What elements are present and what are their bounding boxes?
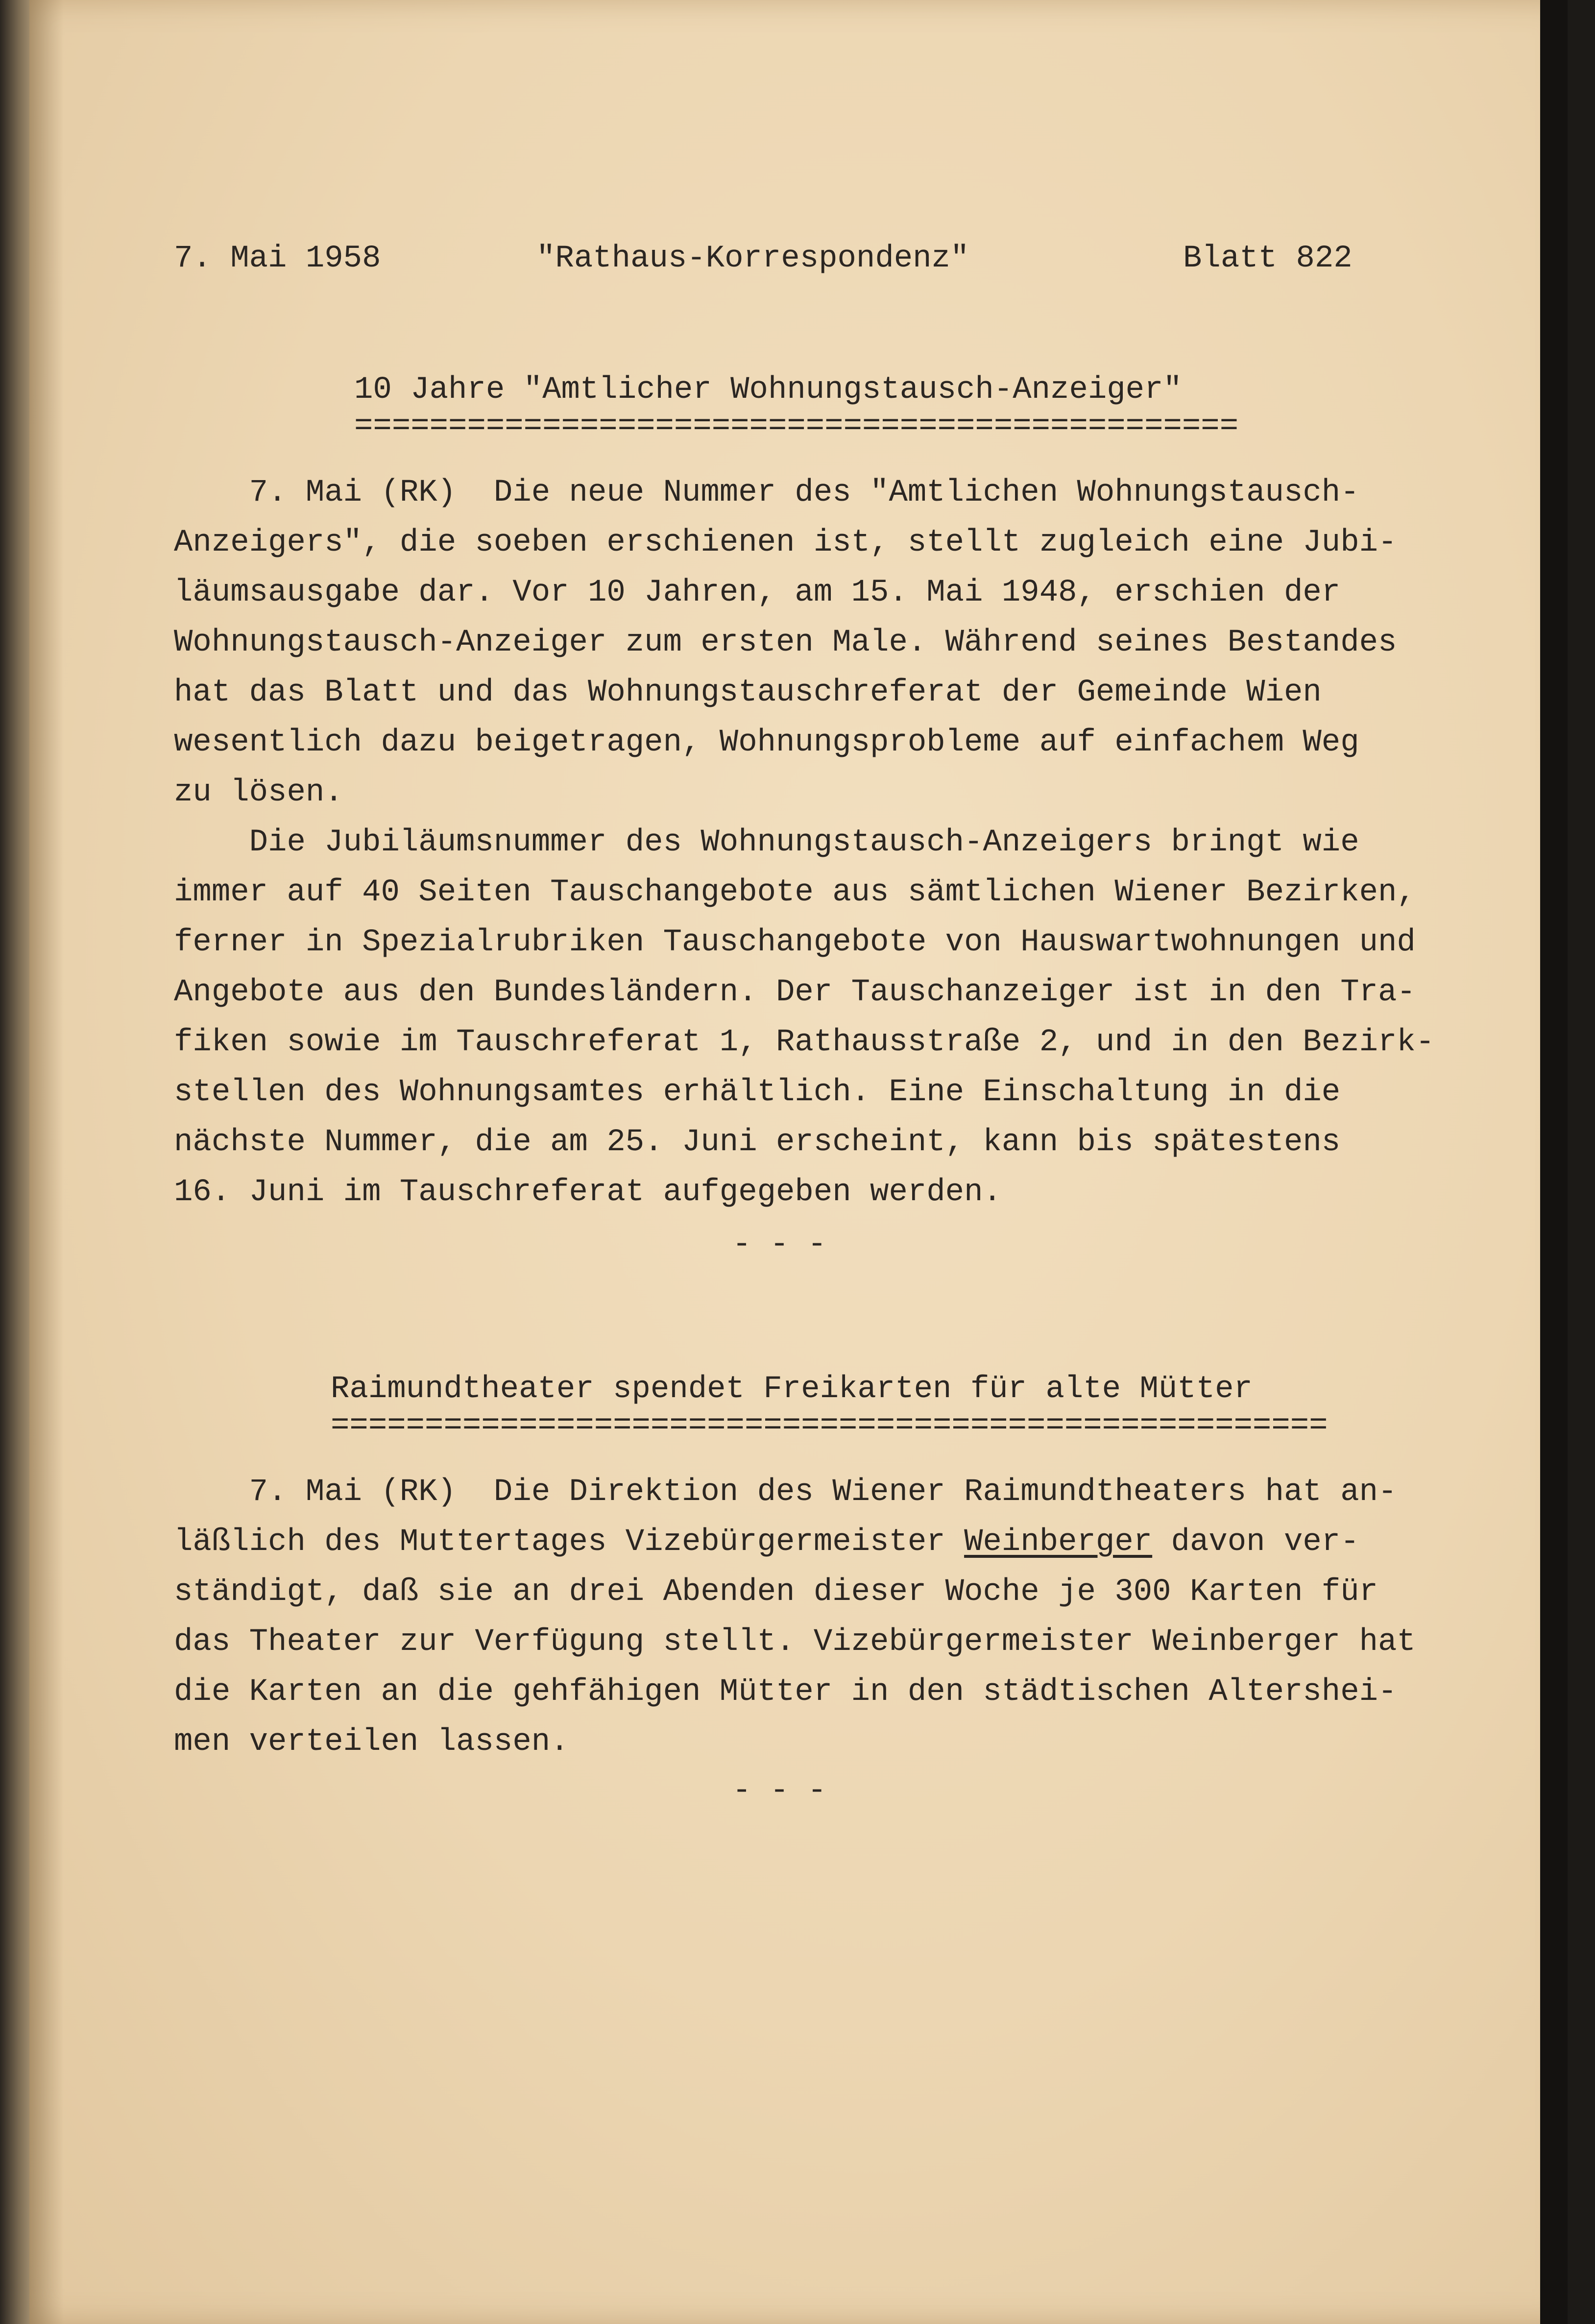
header-date: 7. Mai 1958: [174, 241, 381, 276]
article-1-separator: - - -: [732, 1227, 827, 1262]
article-2-body: [174, 1467, 1521, 1767]
article-1-line: Anzeigers", die soeben erschienen ist, stellt zugleich eine Jubi-: [174, 525, 1397, 560]
underlined-name-weinberger: Weinberger: [964, 1525, 1153, 1560]
article-1-line: Wohnungstausch-Anzeiger zum ersten Male. Während seines Bestandes: [174, 625, 1397, 660]
article-2-separator: - - -: [732, 1773, 827, 1809]
article-1-title-rule: ===============================================: [354, 409, 1239, 444]
article-2-title: Raimundtheater spendet Freikarten für alte Mütter: [331, 1372, 1253, 1407]
article-2-title-rule: =====================================================: [331, 1408, 1328, 1444]
header-publication: "Rathaus-Korrespondenz": [536, 241, 969, 276]
page-header: [140, 234, 1374, 283]
article-2-line: das Theater zur Verfügung stellt. Vizebürgermeister Weinberger hat: [174, 1624, 1416, 1660]
article-1-line: hat das Blatt und das Wohnungstauschreferat der Gemeinde Wien: [174, 675, 1322, 710]
article-1-line: zu lösen.: [174, 775, 343, 810]
article-2-line: 7. Mai (RK) Die Direktion des Wiener Raimundtheaters hat an-: [174, 1475, 1397, 1510]
article-2-line: men verteilen lassen.: [174, 1724, 569, 1760]
article-1-line: stellen des Wohnungsamtes erhältlich. Eine Einschaltung in die: [174, 1075, 1341, 1110]
document-page: [29, 0, 1568, 2324]
article-2-line: die Karten an die gehfähigen Mütter in den städtischen Altershei-: [174, 1674, 1397, 1710]
article-2-line2-start: läßlich des Muttertages Vizebürgermeister: [174, 1525, 965, 1560]
article-1-line: 7. Mai (RK) Die neue Nummer des "Amtlichen Wohnungstausch-: [174, 475, 1359, 510]
article-1-line: immer auf 40 Seiten Tauschangebote aus sämtlichen Wiener Bezirken,: [174, 875, 1416, 910]
article-2-line: ständigt, daß sie an drei Abenden dieser Woche je 300 Karten für: [174, 1574, 1378, 1610]
article-2-line: [174, 1517, 1521, 1567]
article-1-line: Angebote aus den Bundesländern. Der Tauschanzeiger ist in den Tra-: [174, 975, 1416, 1010]
article-2-line2-end: davon ver-: [1152, 1525, 1359, 1560]
article-1-line: 16. Juni im Tauschreferat aufgegeben werden.: [174, 1175, 1002, 1210]
page-fold-shadow: [29, 0, 64, 2324]
article-1-line: nächste Nummer, die am 25. Juni erscheint, kann bis spätestens: [174, 1125, 1341, 1160]
article-1-body: [174, 468, 1521, 1217]
article-1-line: ferner in Spezialrubriken Tauschangebote von Hauswartwohnungen und: [174, 925, 1416, 960]
article-1-title: 10 Jahre "Amtlicher Wohnungstausch-Anzeiger": [354, 372, 1182, 408]
header-sheet-number: Blatt 822: [1183, 241, 1353, 276]
article-1-line: wesentlich dazu beigetragen, Wohnungsprobleme auf einfachem Weg: [174, 725, 1359, 760]
scan-edge-right: [1540, 0, 1568, 2324]
article-1-line: läumsausgabe dar. Vor 10 Jahren, am 15. Mai 1948, erschien der: [174, 575, 1341, 610]
article-1-line: Die Jubiläumsnummer des Wohnungstausch-Anzeigers bringt wie: [174, 825, 1359, 860]
article-1-line: fiken sowie im Tauschreferat 1, Rathausstraße 2, und in den Bezirk-: [174, 1025, 1435, 1060]
